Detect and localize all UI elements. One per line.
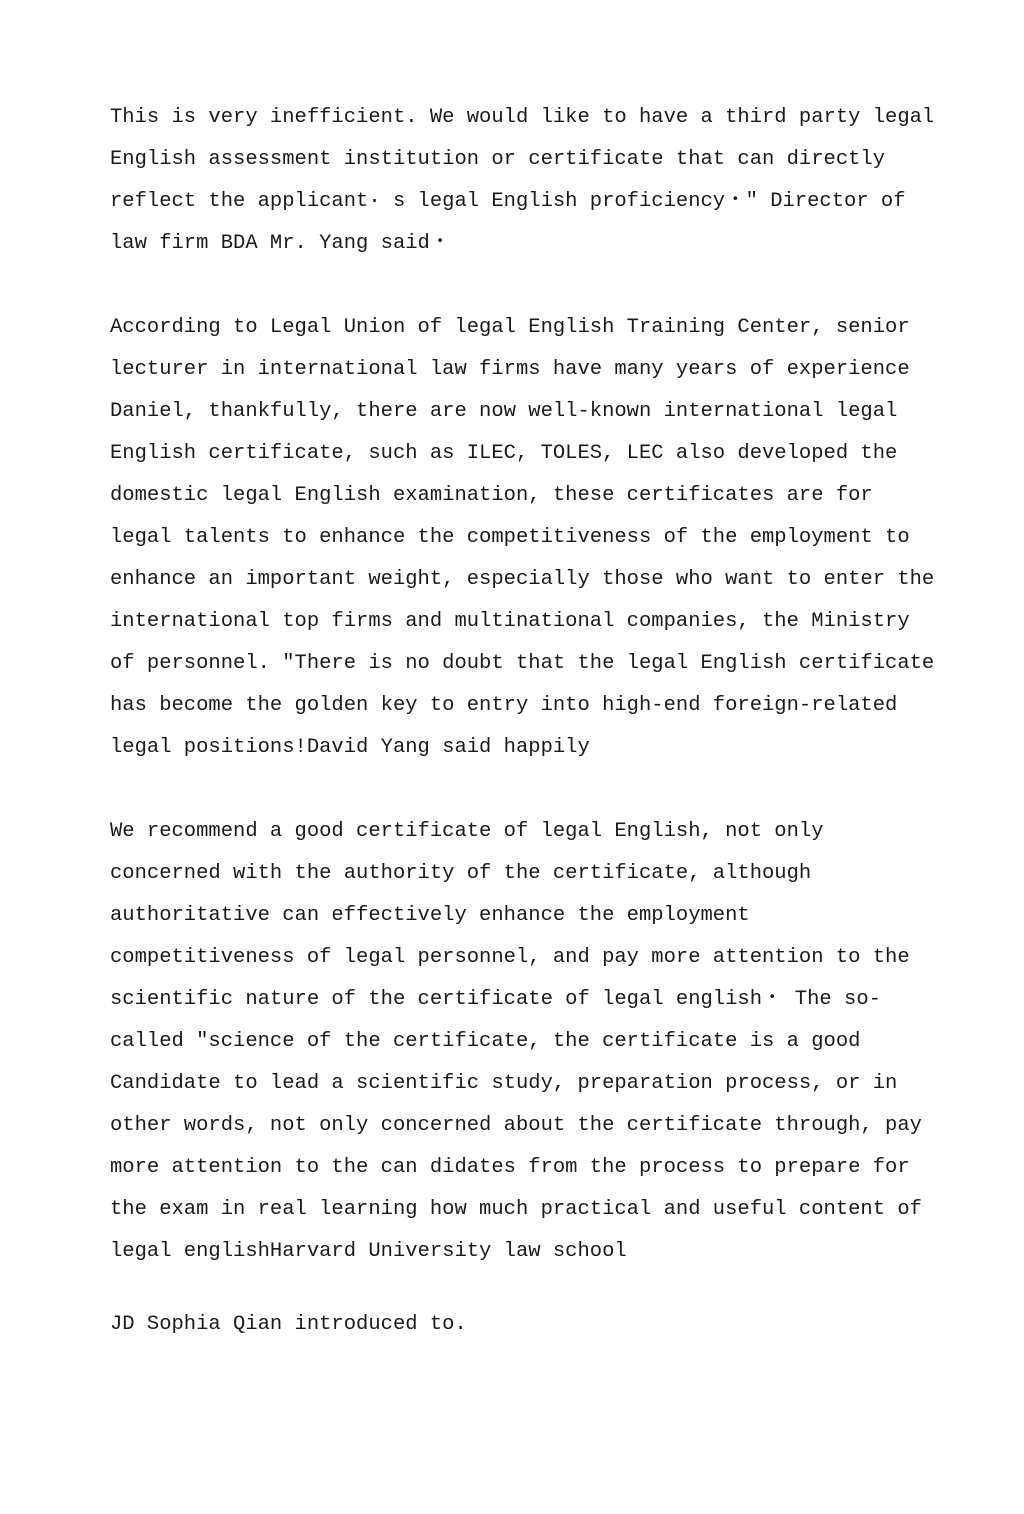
text-line: of personnel. ″There is no doubt that the legal English certificate — [110, 652, 935, 675]
paragraph-2 — [110, 307, 935, 769]
paragraph-spacer — [110, 1273, 930, 1304]
paragraph-spacer — [110, 769, 930, 811]
text-line: English assessment institution or certificate that can directly — [110, 148, 886, 171]
text-line: We recommend a good certificate of legal English, not only — [110, 820, 824, 843]
text-line: competitiveness of legal personnel, and pay more attention to the — [110, 946, 910, 969]
text-line: Daniel, thankfully, there are now well-known international legal — [110, 400, 898, 423]
paragraph-1 — [110, 97, 935, 265]
text-line: authoritative can effectively enhance the employment — [110, 904, 750, 927]
text-line: legal talents to enhance the competitiveness of the employment to — [110, 526, 910, 549]
text-line: scientific nature of the certificate of legal english・ The so- — [110, 988, 881, 1011]
text-line: other words, not only concerned about the certificate through, pay — [110, 1114, 922, 1137]
text-line: reflect the applicant· s legal English proficiency・″ Director of — [110, 190, 906, 213]
text-line: lecturer in international law firms have many years of experience — [110, 358, 910, 381]
text-line: has become the golden key to entry into high-end foreign-related — [110, 694, 898, 717]
document-page — [110, 97, 935, 1346]
text-line: legal positions!David Yang said happily — [110, 736, 590, 759]
text-line: international top firms and multinational companies, the Ministry — [110, 610, 910, 633]
text-line: domestic legal English examination, these certificates are for — [110, 484, 873, 507]
text-line: This is very inefficient. We would like to have a third party legal — [110, 106, 935, 129]
text-line: concerned with the authority of the certificate, although — [110, 862, 812, 885]
text-line: the exam in real learning how much practical and useful content of — [110, 1198, 922, 1221]
text-line: English certificate, such as ILEC, TOLES, LEC also developed the — [110, 442, 898, 465]
text-line: Candidate to lead a scientific study, preparation process, or in — [110, 1072, 898, 1095]
text-line: legal englishHarvard University law school — [110, 1240, 627, 1263]
text-line: JD Sophia Qian introduced to. — [110, 1313, 467, 1336]
paragraph-3 — [110, 811, 930, 1273]
text-line: called ″science of the certificate, the certificate is a good — [110, 1030, 861, 1053]
text-line: law firm BDA Mr. Yang said・ — [110, 232, 451, 255]
paragraph-spacer — [110, 265, 930, 307]
text-line: enhance an important weight, especially those who want to enter the — [110, 568, 935, 591]
text-line: According to Legal Union of legal English Training Center, senior — [110, 316, 910, 339]
text-line: more attention to the can didates from the process to prepare for — [110, 1156, 910, 1179]
paragraph-4 — [110, 1304, 930, 1346]
